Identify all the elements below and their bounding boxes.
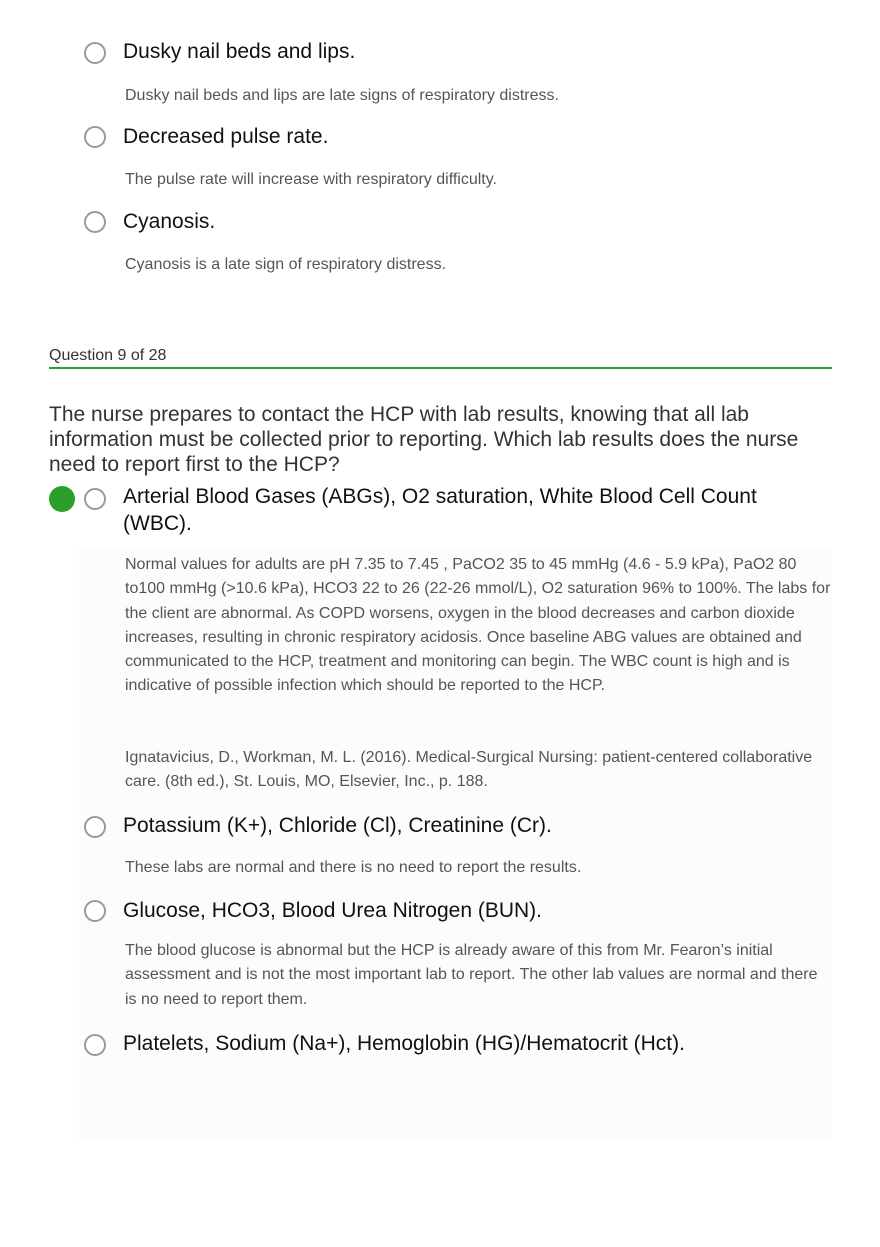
correct-answer-indicator-icon bbox=[49, 486, 75, 512]
option-explanation: The blood glucose is abnormal but the HCP is already aware of this from Mr. Fearon’s initial assessment and is not the most important lab to report. The other lab values are normal and there is no need to report them. bbox=[125, 942, 818, 1008]
option-explanation: The pulse rate will increase with respiratory difficulty. bbox=[125, 171, 497, 188]
option-radio[interactable] bbox=[84, 1034, 106, 1056]
option-explanation: Dusky nail beds and lips are late signs of respiratory distress. bbox=[125, 87, 559, 104]
option-radio[interactable] bbox=[84, 488, 106, 510]
option-radio[interactable] bbox=[84, 126, 106, 148]
option-explanation: Normal values for adults are pH 7.35 to 7.45 , PaCO2 35 to 45 mmHg (4.6 - 5.9 kPa), PaO2 80 to100 mmHg (>10.6 kPa), HCO3 22 to 26 (22-26 mmol/L), O2 saturation 96% to 100%. The labs for the client are abnormal. As COPD worsens, oxygen in the blood decreases and carbon dioxide increases, resulting in chronic respiratory acidosis. Once baseline ABG values are obtained and communicated to the HCP, treatment and monitoring can begin. The WBC count is high and is indicative of possible infection which should be reported to the HCP. bbox=[125, 556, 831, 695]
option-radio[interactable] bbox=[84, 900, 106, 922]
option-radio[interactable] bbox=[84, 42, 106, 64]
option-radio[interactable] bbox=[84, 211, 106, 233]
question-text: The nurse prepares to contact the HCP with lab results, knowing that all lab information must be collected prior to reporting. Which lab results does the nurse need to report first to the HCP? bbox=[49, 403, 799, 476]
option-label[interactable]: Glucose, HCO3, Blood Urea Nitrogen (BUN). bbox=[123, 899, 542, 922]
option-radio[interactable] bbox=[84, 816, 106, 838]
option-label[interactable]: Dusky nail beds and lips. bbox=[123, 40, 356, 63]
option-explanation: These labs are normal and there is no need to report the results. bbox=[125, 859, 582, 876]
question-counter: Question 9 of 28 bbox=[49, 345, 832, 369]
option-label[interactable]: Potassium (K+), Chloride (Cl), Creatinine (Cr). bbox=[123, 814, 552, 837]
option-explanation: Cyanosis is a late sign of respiratory distress. bbox=[125, 256, 447, 273]
option-label[interactable]: Decreased pulse rate. bbox=[123, 125, 329, 148]
option-label[interactable]: Cyanosis. bbox=[123, 210, 216, 233]
option-label[interactable]: Arterial Blood Gases (ABGs), O2 saturation, White Blood Cell Count (WBC). bbox=[123, 485, 757, 535]
option-label[interactable]: Platelets, Sodium (Na+), Hemoglobin (HG)/Hematocrit (Hct). bbox=[123, 1032, 685, 1055]
reference-citation: Ignatavicius, D., Workman, M. L. (2016). Medical-Surgical Nursing: patient-centered collaborative care. (8th ed.), St. Louis, MO, Elsevier, Inc., p. 188. bbox=[125, 749, 813, 791]
